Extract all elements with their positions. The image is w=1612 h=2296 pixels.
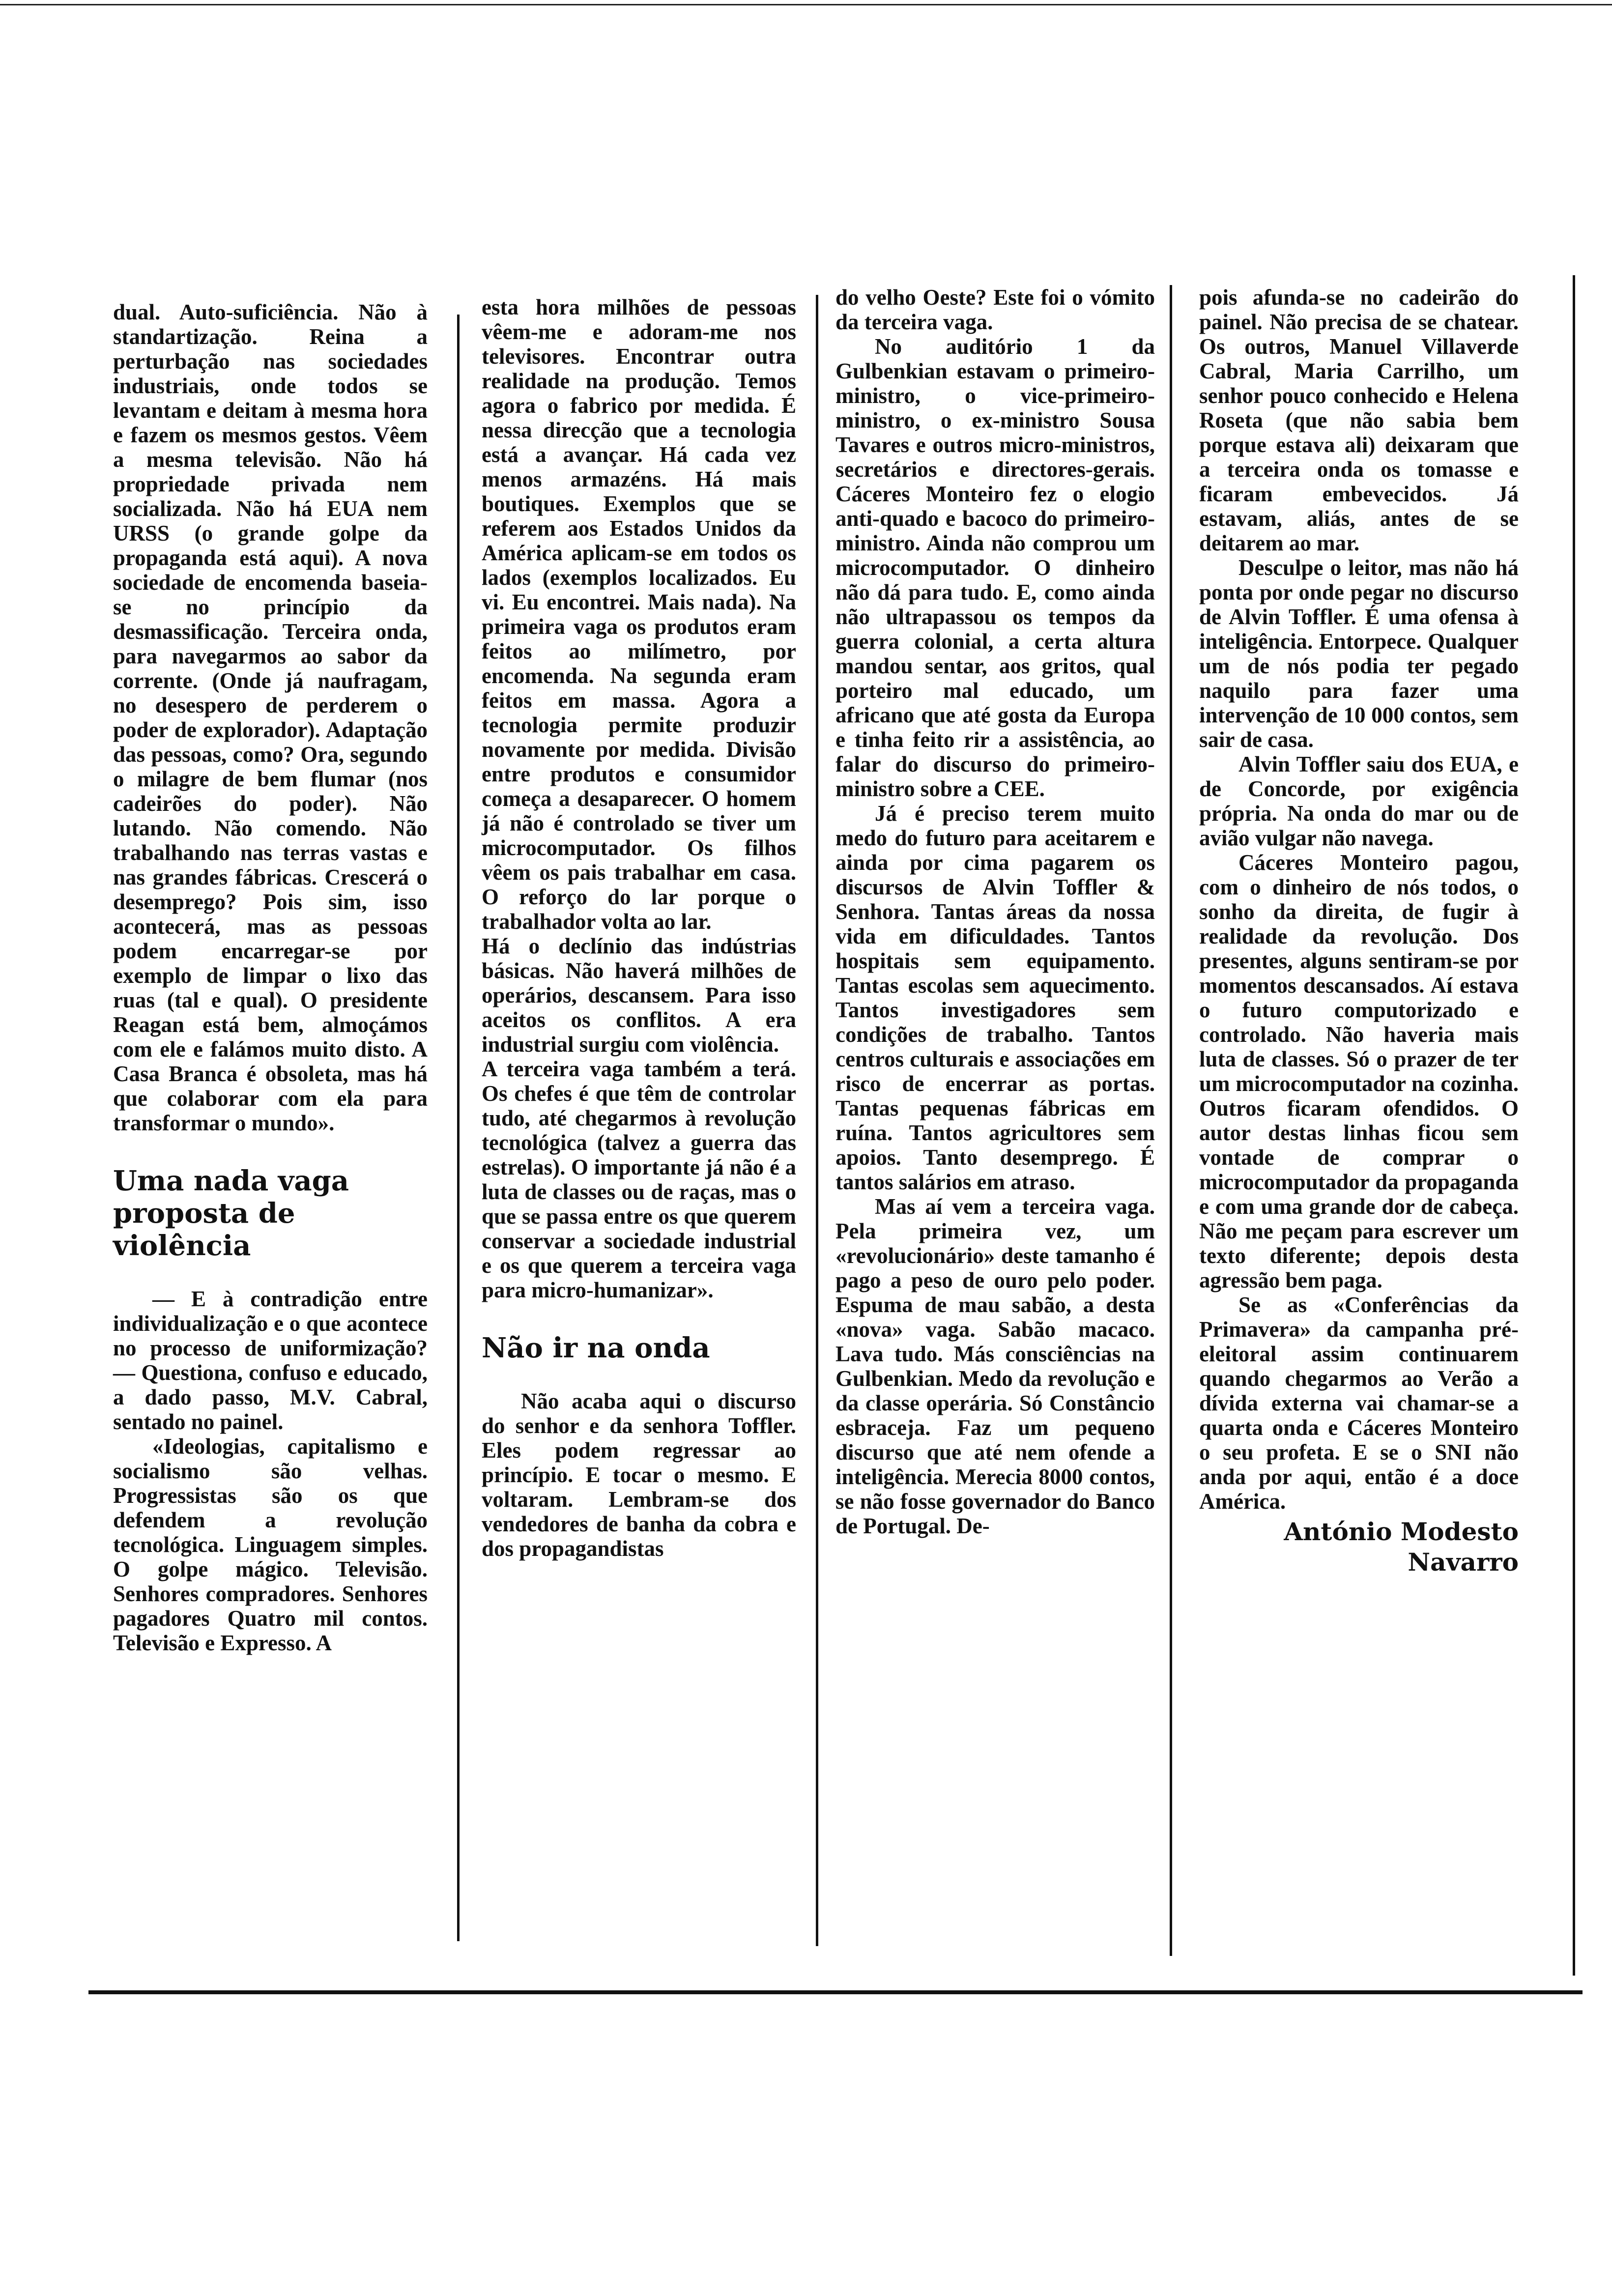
author-byline [1199,1517,1519,1578]
column-3-paragraph-3: Já é preciso terem muito medo do futuro para aceitarem e ainda por cima pagarem os discursos de Alvin Toffler & Senhora. Tantas áreas da nossa vida em dificuldades. Tantos hospitais sem equipamento. Tantas escolas sem aquecimento. Tantos investigadores sem condições de trabalho. Tantos centros culturais e associações em risco de encerrar as portas. Tantas pequenas fábricas em ruína. Tantos agricultores sem apoios. Tanto desemprego. É tantos salários em atraso. [835,801,1155,1194]
column-4-paragraph-5: Se as «Conferências da Primavera» da campanha pré-eleitoral assim continuarem quando chegarmos ao Verão a dívida externa vai chamar-se a quarta onda e Cáceres Monteiro o seu profeta. E se o SNI não anda por aqui, então é a doce América. [1199,1292,1519,1514]
top-border-line [0,4,1612,5]
bottom-border-line [88,1990,1583,1994]
column-2-paragraph-4: Não acaba aqui o discurso do senhor e da senhora Toffler. Eles podem regressar ao princípio. E tocar o mesmo. E voltaram. Lembram-se dos vendedores de banha da cobra e dos propagandistas [482,1389,796,1561]
column-2-paragraph-2: Há o declínio das indústrias básicas. Não haverá milhões de operários, descansem. Para isso aceitos os conflitos. A era industrial surgiu com violência. [482,934,796,1057]
column-4-paragraph-2: Desculpe o leitor, mas não há ponta por onde pegar no discurso de Alvin Toffler. É uma ofensa à inteligência. Entorpece. Qualquer um de nós podia ter pegado naquilo para fazer uma intervenção de 10 000 contos, sem sair de casa. [1199,555,1519,752]
column-4-paragraph-3: Alvin Toffler saiu dos EUA, e de Concorde, por exigência própria. Na onda do mar ou de avião vulgar não navega. [1199,752,1519,850]
column-1-paragraph-2: — E à contradição entre individualização e o que acontece no processo de uniformização? — Questiona, confuso e educado, a dado passo, M.V. Cabral, sentado no painel. [113,1287,428,1434]
column-2 [482,295,796,1561]
column-3-paragraph-1: do velho Oeste? Este foi o vómito da terceira vaga. [835,285,1155,334]
column-3-paragraph-2: No auditório 1 da Gulbenkian estavam o primeiro-ministro, o vice-primeiro-ministro, o ex-ministro Sousa Tavares e outros micro-ministros, secretários e directores-gerais. Cáceres Monteiro fez o elogio anti-quado e bacoco do primeiro-ministro. Ainda não comprou um microcomputador. O dinheiro não dá para tudo. E, como ainda não ultrapassou os tempos da guerra colonial, a certa altura mandou sentar, aos gritos, qual porteiro mal educado, um africano que até gosta da Europa e tinha feito rir a assistência, ao falar do discurso do primeiro-ministro sobre a CEE. [835,334,1155,801]
column-divider-1 [457,315,460,1941]
author-name-line-2: Navarro [1408,1548,1519,1577]
subheading-violencia: Uma nada vaga proposta de violência [113,1165,349,1262]
column-1-paragraph-1: dual. Auto-suficiência. Não à standartização. Reina a perturbação nas sociedades industriais, onde todos se levantam e deitam à mesma hora e fazem os mesmos gestos. Vêem a mesma televisão. Não há propriedade privada nem socializada. Não há EUA nem URSS (o grande golpe da propaganda está aqui). A nova sociedade de encomenda baseia-se no princípio da desmassificação. Terceira onda, para navegarmos ao sabor da corrente. (Onde já naufragam, no desespero de perderem o poder de explorador). Adaptação das pessoas, como? Ora, segundo o milagre de bem flumar (nos cadeirões do poder). Não lutando. Não comendo. Não trabalhando nas terras vastas e nas grandes fábricas. Crescerá o desemprego? Pois sim, isso acontecerá, mas as pessoas podem encarregar-se por exemplo de limpar o lixo das ruas (tal e qual). O presidente Reagan está bem, almoçámos com ele e falámos muito disto. A Casa Branca é obsoleta, mas há que colaborar com ela para transformar o mundo». [113,300,428,1135]
column-3-paragraph-4: Mas aí vem a terceira vaga. Pela primeira vez, um «revolucionário» deste tamanho é pago a peso de ouro pelo poder. Espuma de mau sabão, a desta «nova» vaga. Sabão macaco. Lava tudo. Más consciências na Gulbenkian. Medo da revolução e da classe operária. Só Constâncio esbraceja. Faz um pequeno discurso que até nem ofende a inteligência. Merecia 8000 contos, se não fosse governador do Banco de Portugal. De- [835,1194,1155,1538]
column-divider-2 [816,295,818,1946]
column-1 [113,300,428,1655]
column-4-paragraph-4: Cáceres Monteiro pagou, com o dinheiro de nós todos, o sonho da direita, de fugir à realidade da revolução. Dos presentes, alguns sentiram-se por momentos descansados. Aí estava o futuro computorizado e controlado. Não haveria mais luta de classes. Só o prazer de ter um microcomputador na cozinha. Outros ficaram ofendidos. O autor destas linhas ficou sem vontade de comprar o microcomputador da propaganda e com uma grande dor de cabeça. Não me peçam para escrever um texto diferente; depois desta agressão bem paga. [1199,850,1519,1292]
column-3 [835,285,1155,1538]
column-2-paragraph-3: A terceira vaga também a terá. Os chefes é que têm de controlar tudo, até chegarmos à revolução tecnológica (talvez a guerra das estrelas). O importante já não é a luta de classes ou de raças, mas o que se passa entre os que querem conservar a sociedade industrial e os que querem a terceira vaga para micro-humanizar». [482,1057,796,1302]
column-1-paragraph-3: «Ideologias, capitalismo e socialismo são velhas. Progressistas são os que defendem a revolução tecnológica. Linguagem simples. O golpe mágico. Televisão. Senhores compradores. Senhores pagadores Quatro mil contos. Televisão e Expresso. A [113,1434,428,1655]
column-4 [1199,285,1519,1578]
subheading-nao-ir-na-onda: Não ir na onda [482,1332,710,1364]
right-border [1573,275,1575,1976]
column-divider-3 [1170,285,1172,1956]
column-2-paragraph-1: esta hora milhões de pessoas vêem-me e adoram-me nos televisores. Encontrar outra realidade na produção. Temos agora o fabrico por medida. É nessa direcção que a tecnologia está a avançar. Há cada vez menos armazéns. Há mais boutiques. Exemplos que se referem aos Estados Unidos da América aplicam-se em todos os lados (exemplos localizados. Eu vi. Eu encontrei. Mais nada). Na primeira vaga os produtos eram feitos ao milímetro, por encomenda. Na segunda eram feitos em massa. Agora a tecnologia permite produzir novamente por medida. Divisão entre produtos e consumidor começa a desaparecer. O homem já não é controlado se tiver um microcomputador. Os filhos vêem os pais trabalhar em casa. O reforço do lar porque o trabalhador volta ao lar. [482,295,796,934]
column-4-paragraph-1: pois afunda-se no cadeirão do painel. Não precisa de se chatear. Os outros, Manuel Villaverde Cabral, Maria Carrilho, um senhor pouco conhecido e Helena Roseta (que não sabia bem porque estava ali) deixaram que a terceira onda os tomasse e ficaram embevecidos. Já estavam, aliás, antes de se deitarem ao mar. [1199,285,1519,555]
author-name-line-1: António Modesto [1284,1517,1519,1546]
